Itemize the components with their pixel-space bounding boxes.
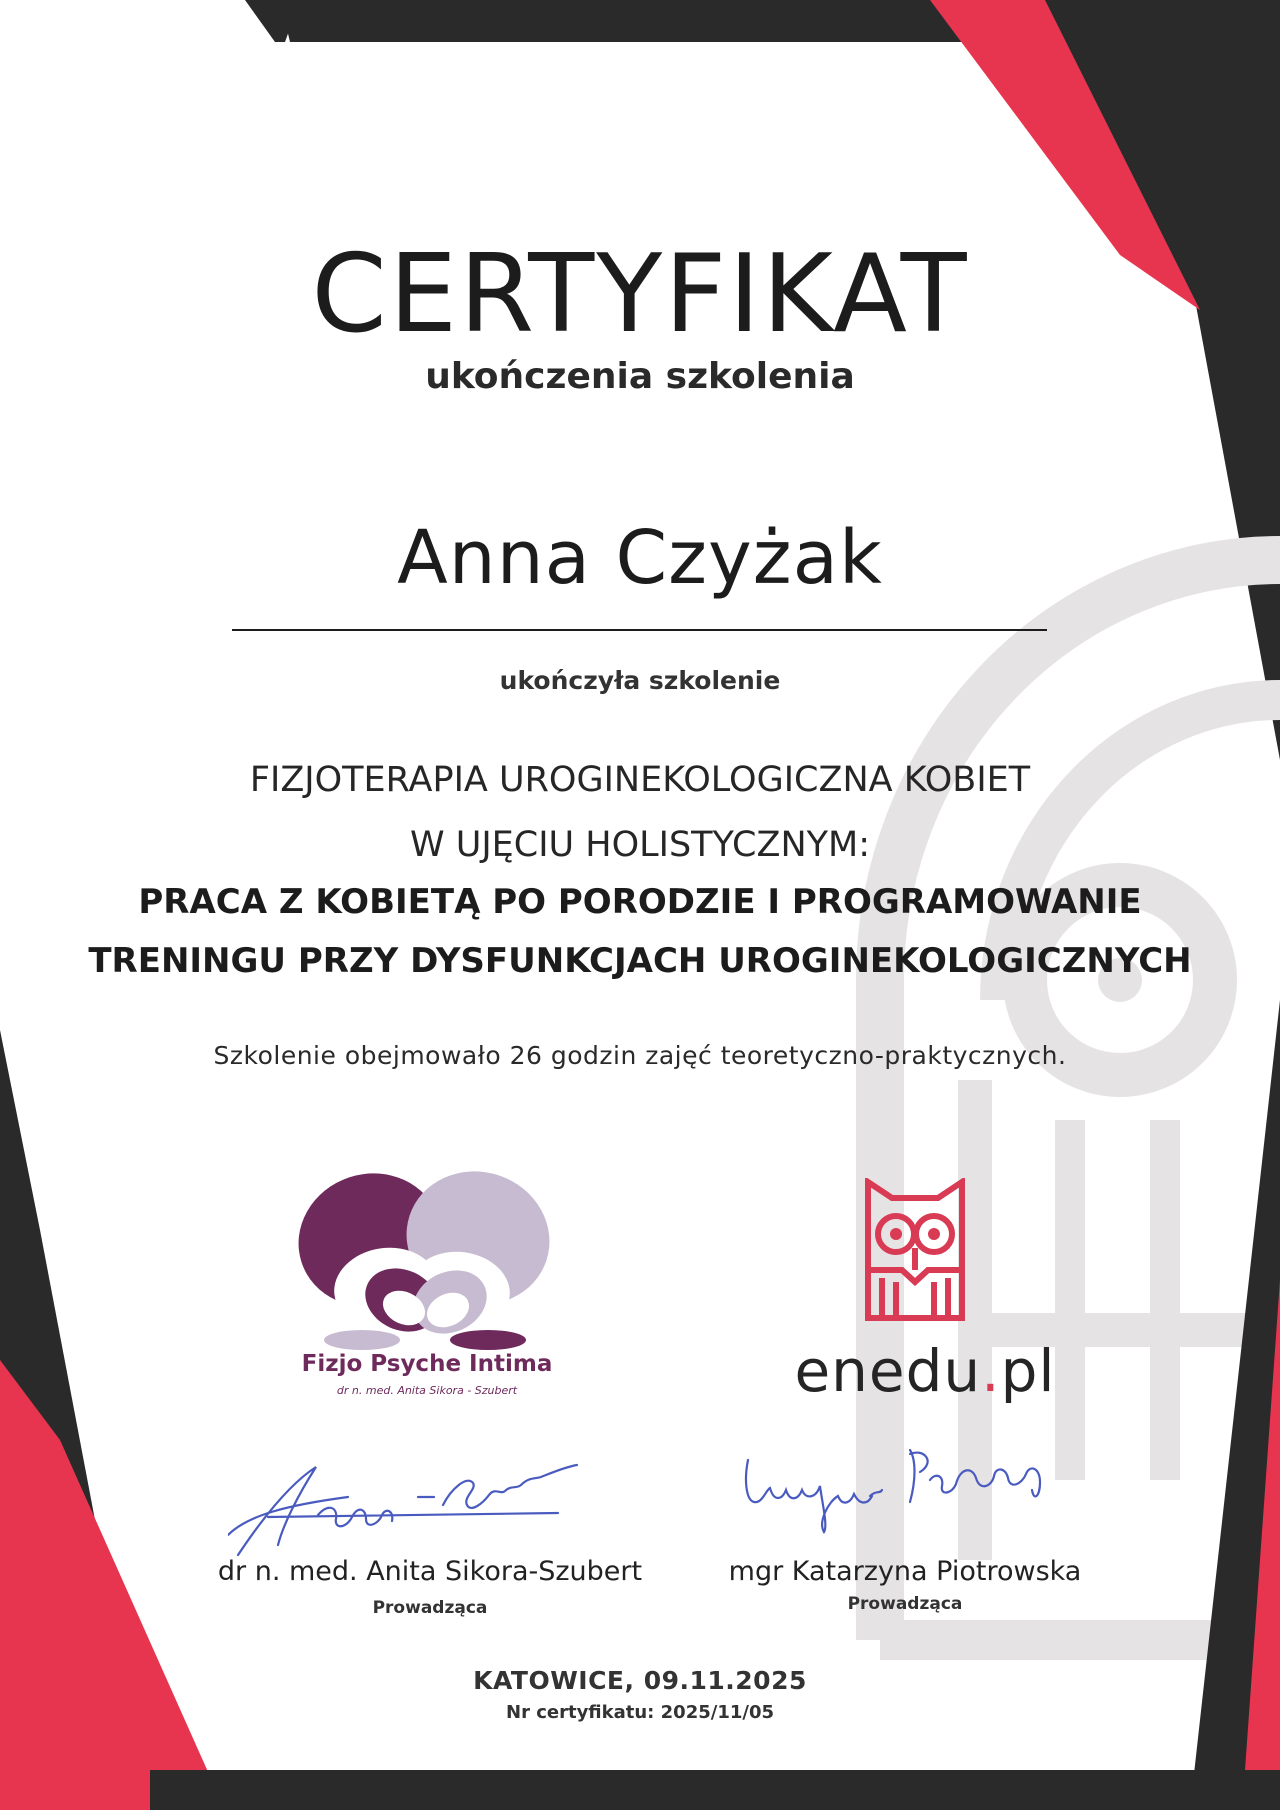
signer-left-role: Prowadząca bbox=[372, 1598, 488, 1618]
recipient-name: Anna Czyżak bbox=[397, 515, 883, 601]
left-logo-name: Fizjo Psyche Intima bbox=[301, 1351, 553, 1377]
place-and-date: KATOWICE, 09.11.2025 bbox=[473, 1666, 807, 1695]
completed-text: ukończyła szkolenie bbox=[499, 666, 781, 695]
signer-left-name: dr n. med. Anita Sikora-Szubert bbox=[217, 1556, 643, 1587]
right-logo-name-tld: pl bbox=[1000, 1337, 1056, 1405]
signature-right-image bbox=[740, 1440, 1060, 1545]
course-title-line-1: FIZJOTERAPIA UROGINEKOLOGICZNA KOBIET bbox=[249, 760, 1031, 800]
bottom-dark-band bbox=[150, 1770, 1280, 1810]
training-hours-text: Szkolenie obejmowało 26 godzin zajęć teoretyczno-praktycznych. bbox=[213, 1041, 1067, 1070]
butterfly-logo-icon bbox=[292, 1168, 560, 1354]
course-title-line-3: PRACA Z KOBIETĄ PO PORODZIE I PROGRAMOWANIE bbox=[138, 882, 1142, 922]
left-logo-subline: dr n. med. Anita Sikora - Szubert bbox=[336, 1384, 518, 1397]
course-title-line-4: TRENINGU PRZY DYSFUNKCJACH UROGINEKOLOGICZNYCH bbox=[88, 941, 1192, 981]
signature-left-image bbox=[228, 1455, 608, 1565]
certificate-subtitle: ukończenia szkolenia bbox=[425, 356, 855, 397]
right-logo-name-main: enedu bbox=[794, 1337, 982, 1405]
signer-right-name: mgr Katarzyna Piotrowska bbox=[728, 1556, 1082, 1587]
course-title-line-2: W UJĘCIU HOLISTYCZNYM: bbox=[409, 825, 870, 865]
owl-logo-icon bbox=[862, 1178, 968, 1324]
right-logo-name bbox=[735, 1337, 1115, 1405]
right-logo-name-dot: . bbox=[981, 1337, 1001, 1405]
certificate-title: CERTYFIKAT bbox=[311, 232, 969, 357]
recipient-underline bbox=[232, 629, 1047, 631]
certificate-number: Nr certyfikatu: 2025/11/05 bbox=[506, 1702, 774, 1723]
signer-right-role: Prowadząca bbox=[847, 1594, 963, 1614]
